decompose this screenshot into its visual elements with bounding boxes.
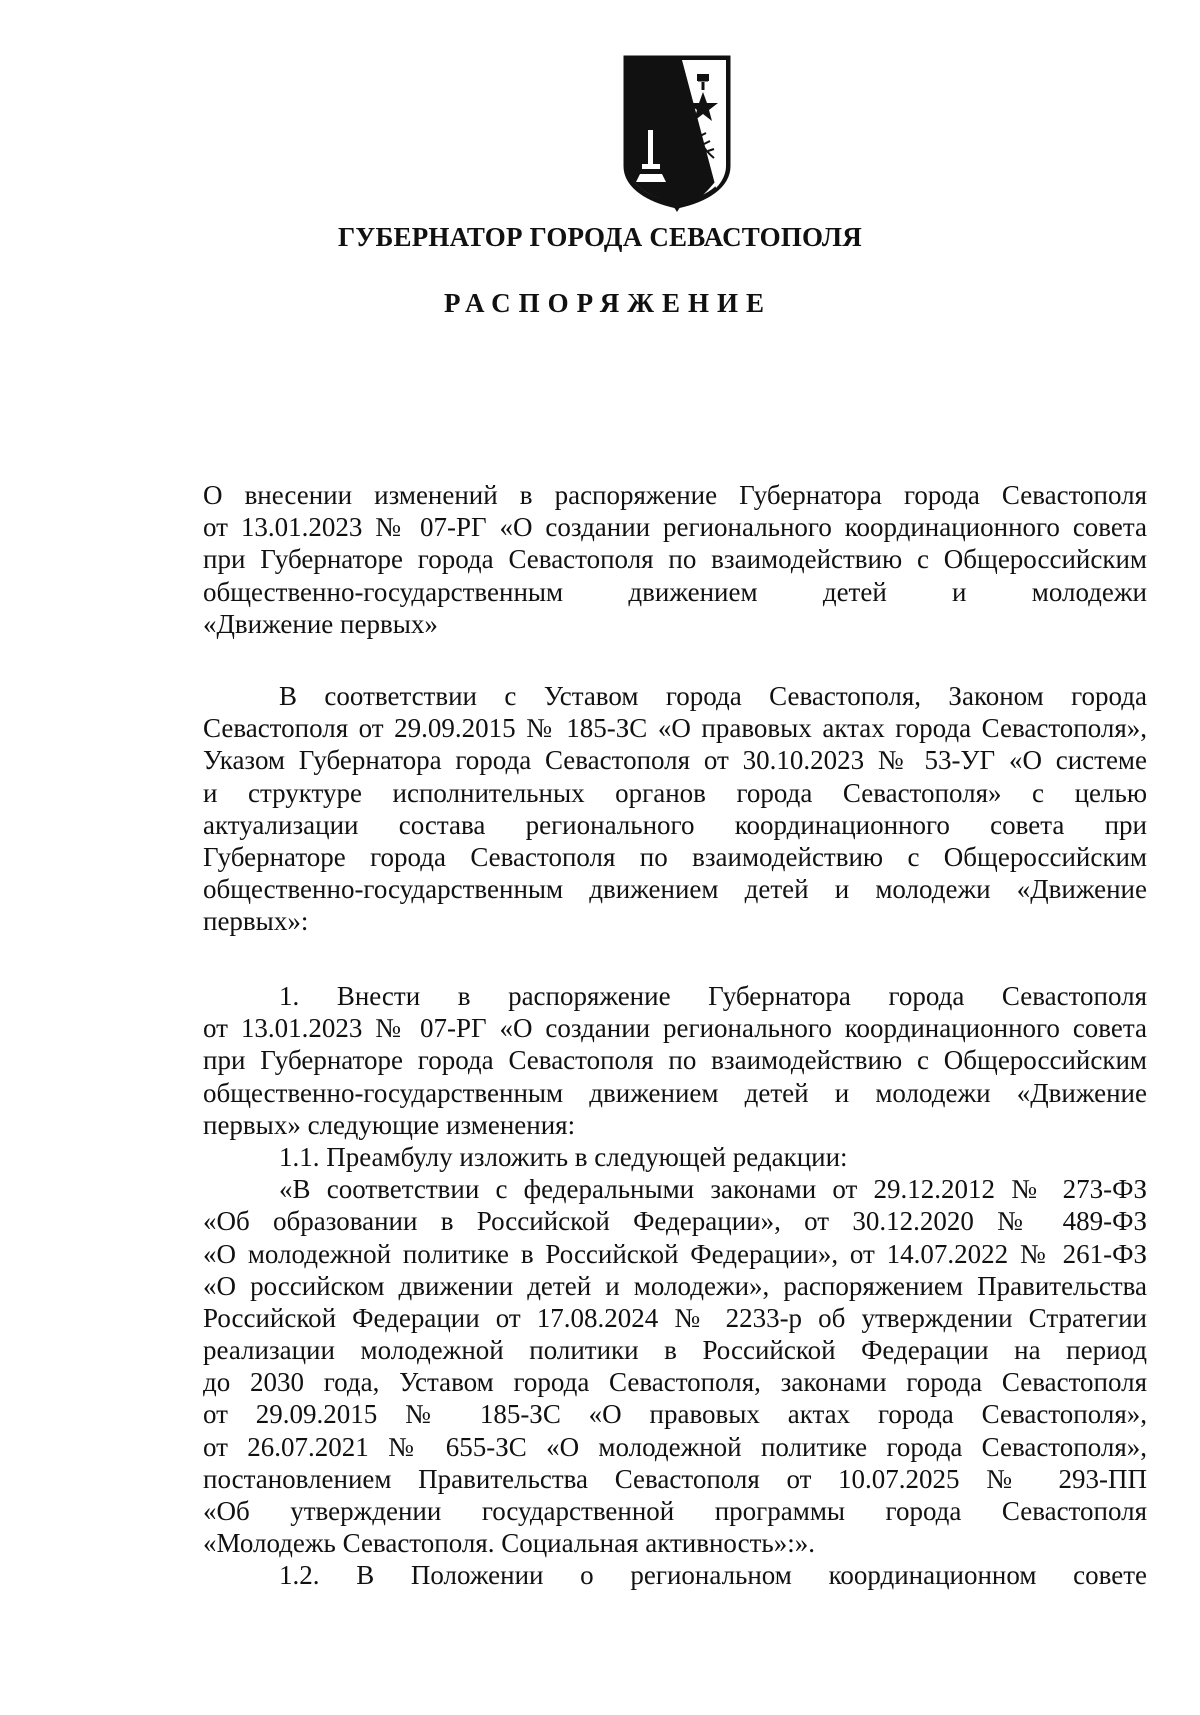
preamble-line: В соответствии с Уставом города Севастополя, Законом города — [279, 681, 1147, 711]
preamble-line: первых»: — [203, 906, 309, 937]
clause-line: реализации молодежной политики в Российской Федерации на период — [203, 1335, 1147, 1366]
preamble-line: и структуре исполнительных органов города Севастополя» с целью — [203, 777, 1147, 808]
preamble-line: Указом Губернатора города Севастополя от 30.10.2023 № 53-УГ «О системе — [203, 745, 1147, 776]
clause-line: от 13.01.2023 № 07-РГ «О создании регионального координационного совета — [203, 1013, 1147, 1044]
clause-line: от 29.09.2015 № 185-ЗС «О правовых актах города Севастополя», — [203, 1399, 1147, 1430]
clause-line: «Об утверждении государственной программы города Севастополя — [203, 1496, 1147, 1526]
preamble-line: Губернаторе города Севастополя по взаимодействию с Общероссийским — [203, 841, 1147, 872]
clauses-section — [203, 980, 1147, 1592]
preamble-line: актуализации состава регионального координационного совета при — [203, 809, 1147, 840]
clause-line: «Молодежь Севастополя. Социальная активность»:». — [203, 1528, 815, 1559]
subject-line: при Губернаторе города Севастополя по взаимодействию с Общероссийским — [203, 544, 1147, 575]
clause-line: «Об образовании в Российской Федерации», от 30.12.2020 № 489-ФЗ — [203, 1206, 1147, 1237]
document-type-title: РАСПОРЯЖЕНИЕ — [443, 288, 773, 318]
clause-line: 1.1. Преамбулу изложить в следующей редакции: — [279, 1141, 848, 1172]
preamble-line: общественно-государственным движением детей и молодежи «Движение — [203, 874, 1147, 905]
clause-line: от 26.07.2021 № 655-ЗС «О молодежной политике города Севастополя», — [203, 1431, 1147, 1462]
clause-line: 1.2. В Положении о региональном координационном совете — [279, 1560, 1147, 1591]
clause-line: «О российском движении детей и молодежи», распоряжением Правительства — [203, 1270, 1147, 1301]
clause-line: «В соответствии с федеральными законами от 29.12.2012 № 273-ФЗ — [279, 1174, 1147, 1205]
subject-line: О внесении изменений в распоряжение Губернатора города Севастополя — [203, 480, 1147, 510]
clause-line: до 2030 года, Уставом города Севастополя, законами города Севастополя — [203, 1367, 1147, 1398]
clause-line: Российской Федерации от 17.08.2024 № 2233-р об утверждении Стратегии — [203, 1302, 1147, 1333]
subject-line: от 13.01.2023 № 07-РГ «О создании регионального координационного совета — [203, 512, 1147, 543]
issuing-authority-title: ГУБЕРНАТОР ГОРОДА СЕВАСТОПОЛЯ — [338, 222, 862, 252]
preamble-line: Севастополя от 29.09.2015 № 185-ЗС «О правовых актах города Севастополя», — [203, 713, 1147, 744]
clause-line: первых» следующие изменения: — [203, 1109, 576, 1140]
subject-line: «Движение первых» — [203, 608, 438, 639]
clause-line: «О молодежной политике в Российской Федерации», от 14.07.2022 № 261-ФЗ — [203, 1238, 1147, 1269]
clause-line: при Губернаторе города Севастополя по взаимодействию с Общероссийским — [203, 1045, 1147, 1076]
coat-of-arms-icon — [622, 54, 732, 212]
preamble-paragraph — [203, 680, 1147, 938]
document-subject — [203, 479, 1147, 640]
clause-line: 1. Внести в распоряжение Губернатора города Севастополя — [279, 981, 1147, 1011]
subject-line: общественно-государственным движением детей и молодежи — [203, 576, 1147, 607]
clause-line: общественно-государственным движением детей и молодежи «Движение — [203, 1077, 1147, 1108]
clause-line: постановлением Правительства Севастополя от 10.07.2025 № 293-ПП — [203, 1463, 1147, 1494]
